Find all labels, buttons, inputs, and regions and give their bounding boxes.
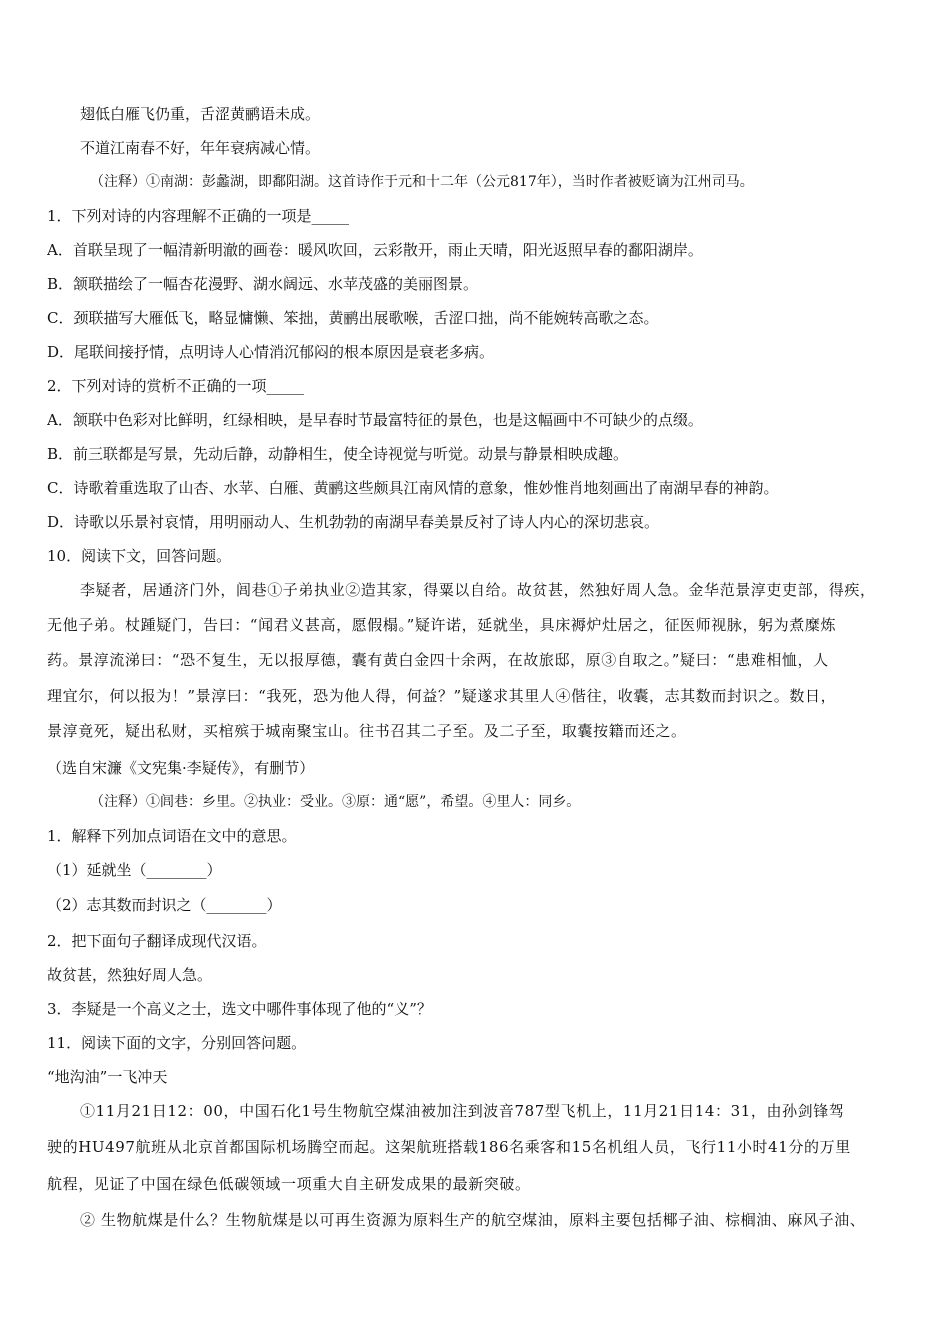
translate-sentence: 故贫甚，然独好周人急。: [47, 966, 213, 984]
sub-question: 1．解释下列加点词语在文中的意思。: [47, 827, 297, 845]
option-d: D．尾联间接抒情，点明诗人心情消沉郁闷的根本原因是衰老多病。: [47, 343, 495, 361]
question-stem: 10．阅读下文，回答问题。: [47, 547, 232, 565]
article-line: ② 生物航煤是什么？生物航煤是以可再生资源为原料生产的航空煤油，原料主要包括椰子油、棕榈油、麻风子油、: [80, 1211, 866, 1229]
article-line: 驶的HU497航班从北京首都国际机场腾空而起。这架航班搭载186名乘客和15名机组人员，飞行11小时41分的万里: [47, 1138, 851, 1156]
passage-line: 李疑者，居通济门外，闾巷①子弟执业②造其家，得粟以自给。故贫甚，然独好周人急。金华范景淳吏吏部，得疾，: [80, 581, 876, 599]
article-title: “地沟油”一飞冲天: [47, 1068, 168, 1086]
option-d: D．诗歌以乐景衬哀情，用明丽动人、生机勃勃的南湖早春美景反衬了诗人内心的深切悲哀。: [47, 513, 660, 531]
passage-line: 理宜尔，何以报为！”景淳曰：“我死，恐为他人得，何益？”疑遂求其里人④偕往，收囊，志其数而封识之。数日，: [47, 687, 837, 705]
sub-question-item: （2）志其数而封识之（________）: [47, 896, 282, 914]
passage-note: （注释）①闾巷：乡里。②执业：受业。③原：通“愿”，希望。④里人：同乡。: [90, 794, 581, 810]
passage-line: 景淳竟死，疑出私财，买棺殡于城南聚宝山。往书召其二子至。及二子至，取囊按籍而还之。: [47, 722, 687, 740]
question-stem: 11．阅读下面的文字，分别回答问题。: [47, 1034, 307, 1052]
question-stem: 2．下列对诗的赏析不正确的一项_____: [47, 377, 305, 395]
option-a: A．首联呈现了一幅清新明澈的画卷：暖风吹回，云彩散开，雨止天晴，阳光返照早春的鄱阳湖岸。: [47, 241, 703, 259]
option-c: C．诗歌着重选取了山杏、水苹、白雁、黄鹂这些颇具江南风情的意象，惟妙惟肖地刻画出了南湖早春的神韵。: [47, 479, 779, 497]
option-a: A．颔联中色彩对比鲜明，红绿相映，是早春时节最富特征的景色，也是这幅画中不可缺少的点缀。: [47, 411, 703, 429]
sub-question-item: （1）延就坐（________）: [47, 861, 222, 879]
passage-line: 药。景淳流涕曰：“恐不复生，无以报厚德，囊有黄白金四十余两，在故旅邸，原③自取之。”疑曰：“患难相恤，人: [47, 651, 829, 669]
poem-note: （注释）①南湖：彭蠡湖，即鄱阳湖。这首诗作于元和十二年（公元817年），当时作者被贬谪为江州司马。: [90, 174, 754, 190]
option-b: B．颔联描绘了一幅杏花漫野、湖水阔远、水苹茂盛的美丽图景。: [47, 275, 479, 293]
option-b: B．前三联都是写景，先动后静，动静相生，使全诗视觉与听觉。动景与静景相映成趣。: [47, 445, 629, 463]
article-line: ①11月21日12：00，中国石化1号生物航空煤油被加注到波音787型飞机上，11月21日14：31，由孙剑锋驾: [80, 1102, 845, 1120]
question-stem: 1．下列对诗的内容理解不正确的一项是_____: [47, 207, 350, 225]
option-c: C．颈联描写大雁低飞，略显慵懒、笨拙，黄鹂出展歌喉，舌涩口拙，尚不能婉转高歌之态。: [47, 309, 659, 327]
passage-source: （选自宋濂《文宪集·李疑传》，有删节）: [47, 759, 315, 777]
sub-question: 3．李疑是一个高义之士，选文中哪件事体现了他的“义”？: [47, 1000, 432, 1018]
poem-line: 翅低白雁飞仍重，舌涩黄鹂语未成。: [80, 105, 321, 123]
poem-line: 不道江南春不好，年年衰病减心情。: [80, 139, 321, 157]
sub-question: 2．把下面句子翻译成现代汉语。: [47, 932, 267, 950]
passage-line: 无他子弟。杖踵疑门，告曰：“闻君义甚高，愿假榻。”疑许诺，延就坐，具床褥炉灶居之，征医师视脉，躬为煮糜炼: [47, 616, 837, 634]
article-line: 航程，见证了中国在绿色低碳领域一项重大自主研发成果的最新突破。: [47, 1175, 531, 1193]
